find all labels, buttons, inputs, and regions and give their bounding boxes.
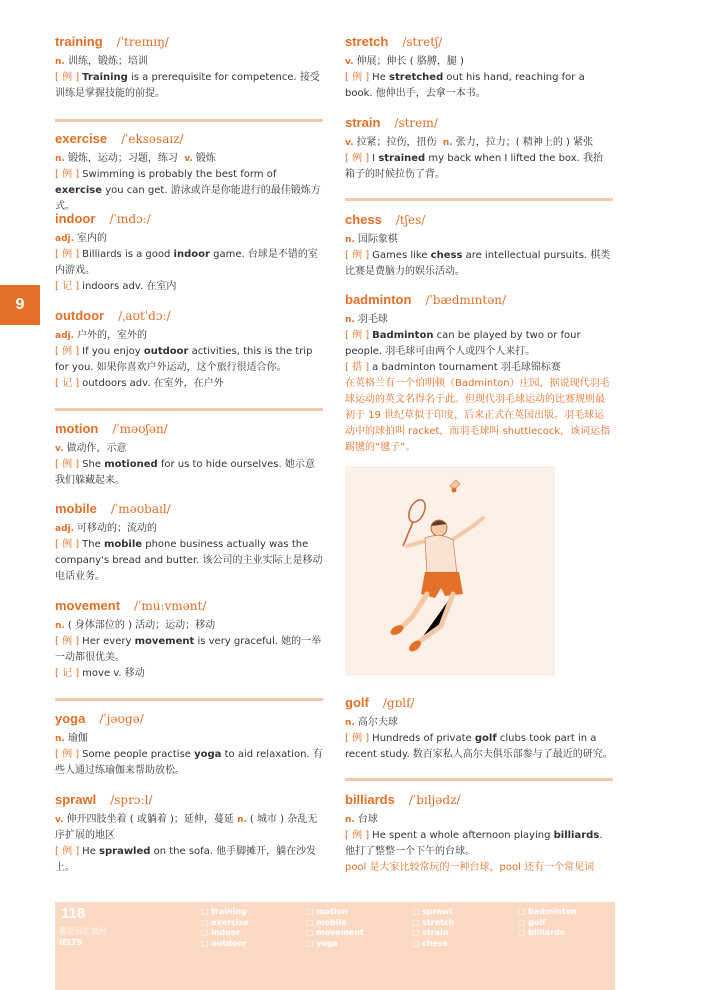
headword: badminton [345, 292, 412, 307]
checklist-item[interactable]: □ indoor [201, 928, 249, 939]
pos: adj. [55, 331, 75, 341]
phonetic: /ˈtreɪnɪŋ/ [116, 35, 169, 49]
memory-note: [ 记 ] indoors adv. 在室内 [55, 281, 177, 292]
definition: 国际象棋 [357, 234, 398, 245]
phonetic: /stretʃ/ [402, 35, 443, 49]
definition: 锻炼 [195, 153, 216, 164]
headword: outdoor [55, 308, 105, 323]
phonetic: /ˈməʊʃən/ [112, 422, 168, 436]
pos: v. [55, 815, 64, 825]
definition: 做动作，示意 [66, 443, 127, 454]
book-title: 雅思词汇真经 [59, 927, 107, 936]
checklist-item[interactable]: □ motion [306, 907, 364, 918]
entry-strain [345, 115, 613, 183]
example: [ 例 ] Badminton can be played by two or four people. 羽毛球可由两个人或四个人来打。 [345, 330, 581, 357]
entry-exercise [55, 131, 323, 215]
chapter-tab: 9 [0, 285, 40, 325]
phonetic: /ˈbædmɪntən/ [425, 293, 507, 307]
pos: n. [345, 815, 355, 825]
checklist-item[interactable]: □ yoga [306, 939, 364, 950]
culture-note: pool 是大家比较常玩的一种台球，pool 还有一个常见词 [345, 862, 595, 873]
headword: sprawl [55, 792, 97, 807]
checklist-item[interactable]: □ movement [306, 928, 364, 939]
pos: n. [55, 57, 65, 67]
memory-note: [ 记 ] move v. 移动 [55, 668, 145, 679]
example: [ 例 ] Swimming is probably the best form of exercise you can get. 游泳或许是你能进行的最佳锻炼方式。 [55, 169, 321, 212]
definition: 户外的，室外的 [77, 330, 148, 341]
headword: stretch [345, 34, 389, 49]
example: [ 例 ] Hundreds of private golf clubs took part in a recent study. 数百家私人高尔夫俱乐部参与了最近的研究。 [345, 733, 613, 760]
footer-wordlist-1 [201, 907, 249, 949]
pos: n. [55, 621, 65, 631]
checklist-item[interactable]: □ golf [518, 918, 577, 929]
example: [ 例 ] He sprawled on the sofa. 他手脚摊开，躺在沙发上。 [55, 846, 317, 873]
phonetic: /ˈjəʊgə/ [99, 712, 144, 726]
badminton-player-icon [345, 466, 555, 676]
footer-wordlist-2 [306, 907, 364, 949]
entry-badminton [345, 292, 613, 456]
example: [ 例 ] He stretched out his hand, reaching for a book. 他伸出手，去拿一本书。 [345, 72, 585, 99]
definition: 羽毛球 [357, 314, 388, 325]
phonetic: /tʃes/ [395, 213, 426, 227]
page-footer [55, 902, 615, 990]
checklist-item[interactable]: □ training [201, 907, 249, 918]
definition: 锻炼，运动；习题，练习 [67, 153, 178, 164]
entry-movement [55, 598, 323, 682]
phonetic: /gɒlf/ [382, 696, 415, 710]
footer-wordlist-4 [518, 907, 577, 939]
pos: adj. [55, 524, 75, 534]
definition: 张力，拉力；( 精神上的 ) 紧张 [455, 137, 594, 148]
headword: indoor [55, 211, 96, 226]
definition: 拉紧；拉伤，扭伤 [356, 137, 437, 148]
series-label: IELTS [59, 938, 83, 947]
divider [55, 408, 323, 411]
definition: 室内的 [77, 233, 108, 244]
example: [ 例 ] Her every movement is very graceful. 她的一举一动都很优美。 [55, 636, 322, 663]
phonetic: /ˈbɪljədz/ [408, 793, 461, 807]
pos: v. [184, 154, 193, 164]
culture-note: 在英格兰有一个伯明顿（Badminton）庄园，据说现代羽毛球运动的英文名得名于此。但现代羽毛球运动的比赛规则最初于 19 世纪草拟于印度，后来正式在英国出版。羽毛球运动中的球拍叫 racket，而羽毛球叫 shuttlecock，该词运指踢毽的“毽子”。 [345, 378, 611, 453]
example: [ 例 ] If you enjoy outdoor activities, this is the trip for you. 如果你喜欢户外运动，这个旅行很适合你。 [55, 346, 313, 373]
entry-yoga [55, 711, 323, 779]
shuttlecock-icon [450, 480, 460, 493]
headword: movement [55, 598, 121, 613]
definition: 瑜伽 [67, 733, 88, 744]
checklist-item[interactable]: □ badminton [518, 907, 577, 918]
phonetic: /ˌaʊtˈdɔː/ [118, 309, 171, 323]
definition: 伸展；伸长 ( 胳膊，腿 ) [356, 56, 464, 67]
pos: n. [345, 315, 355, 325]
entry-training [55, 34, 323, 102]
pos: n. [55, 154, 65, 164]
definition: 可移动的；流动的 [77, 523, 158, 534]
checklist-item[interactable]: □ billiards [518, 928, 577, 939]
checklist-item[interactable]: □ mobile [306, 918, 364, 929]
example: [ 例 ] I strained my back when I lifted the box. 我抬箱子的时候拉伤了背。 [345, 153, 604, 180]
pos: v. [345, 57, 354, 67]
entry-golf [345, 695, 613, 763]
pos: n. [345, 718, 355, 728]
entry-outdoor [55, 308, 323, 392]
footer-wordlist-3 [412, 907, 454, 949]
definition: 训练，锻炼；培训 [67, 56, 148, 67]
entry-indoor [55, 211, 323, 295]
pos: n. [345, 235, 355, 245]
pos: n. [442, 138, 453, 148]
entry-sprawl [55, 792, 323, 876]
example: [ 例 ] Training is a prerequisite for competence. 接受训练是掌握技能的前提。 [55, 72, 320, 99]
example: [ 例 ] The mobile phone business actually was the company's bread and butter. 该公司的主业实际上是移动电话业务。 [55, 539, 323, 582]
headword: chess [345, 212, 382, 227]
headword: strain [345, 115, 381, 130]
example: [ 例 ] Games like chess are intellectual pursuits. 棋类比赛是费脑力的娱乐活动。 [345, 250, 611, 277]
entry-chess [345, 212, 613, 280]
headword: training [55, 34, 103, 49]
definition: 伸开四肢坐着 ( 或躺着 )；延伸，蔓延 [66, 814, 234, 825]
phonetic: /streɪn/ [394, 116, 438, 130]
page-number: 118 [61, 905, 86, 922]
phonetic: /ˈmuːvmənt/ [134, 599, 207, 613]
checklist-item[interactable]: □ strain [412, 928, 454, 939]
entry-stretch [345, 34, 613, 102]
checklist-item[interactable]: □ exercise [201, 918, 249, 929]
badminton-player-illustration [345, 466, 555, 676]
divider [55, 119, 323, 122]
definition: ( 城市 ) 杂乱无序扩展的地区 [55, 814, 318, 841]
example: [ 例 ] Some people practise yoga to aid relaxation. 有些人通过练瑜伽来帮助放松。 [55, 749, 323, 776]
headword: yoga [55, 711, 86, 726]
divider [345, 778, 613, 781]
example: [ 例 ] He spent a whole afternoon playing billiards. 他打了整整一个下午的台球。 [345, 830, 603, 857]
pos: n. [55, 734, 65, 744]
checklist-item[interactable]: □ stretch [412, 918, 454, 929]
phonetic: /sprɔːl/ [110, 793, 153, 807]
headword: exercise [55, 131, 108, 146]
phonetic: /ˈɪndɔː/ [109, 212, 151, 226]
example: [ 例 ] Billiards is a good indoor game. 台球是不错的室内游戏。 [55, 249, 318, 276]
pos: adj. [55, 234, 75, 244]
memory-note: [ 记 ] outdoors adv. 在室外，在户外 [55, 378, 224, 389]
definition: 高尔夫球 [357, 717, 398, 728]
pos: v. [345, 138, 354, 148]
entry-billiards [345, 792, 613, 876]
definition: ( 身体部位的 ) 活动；运动；移动 [67, 620, 216, 631]
example: [ 例 ] She motioned for us to hide ourselves. 她示意我们躲藏起来。 [55, 459, 315, 486]
racket-icon [403, 497, 428, 546]
checklist-item[interactable]: □ outdoor [201, 939, 249, 950]
definition: 台球 [357, 814, 378, 825]
divider [55, 698, 323, 701]
headword: mobile [55, 501, 97, 516]
headword: golf [345, 695, 369, 710]
collocation: [ 搭 ] a badminton tournament 羽毛球锦标赛 [345, 362, 561, 373]
phonetic: /ˈməʊbaɪl/ [110, 502, 171, 516]
entry-motion [55, 421, 323, 489]
checklist-item[interactable]: □ sprawl [412, 907, 454, 918]
divider [345, 198, 613, 201]
headword: billiards [345, 792, 395, 807]
phonetic: /ˈeksəsaɪz/ [121, 132, 184, 146]
entry-mobile [55, 501, 323, 585]
pos: v. [55, 444, 64, 454]
checklist-item[interactable]: □ chess [412, 939, 454, 950]
headword: motion [55, 421, 99, 436]
pos: n. [237, 815, 247, 825]
